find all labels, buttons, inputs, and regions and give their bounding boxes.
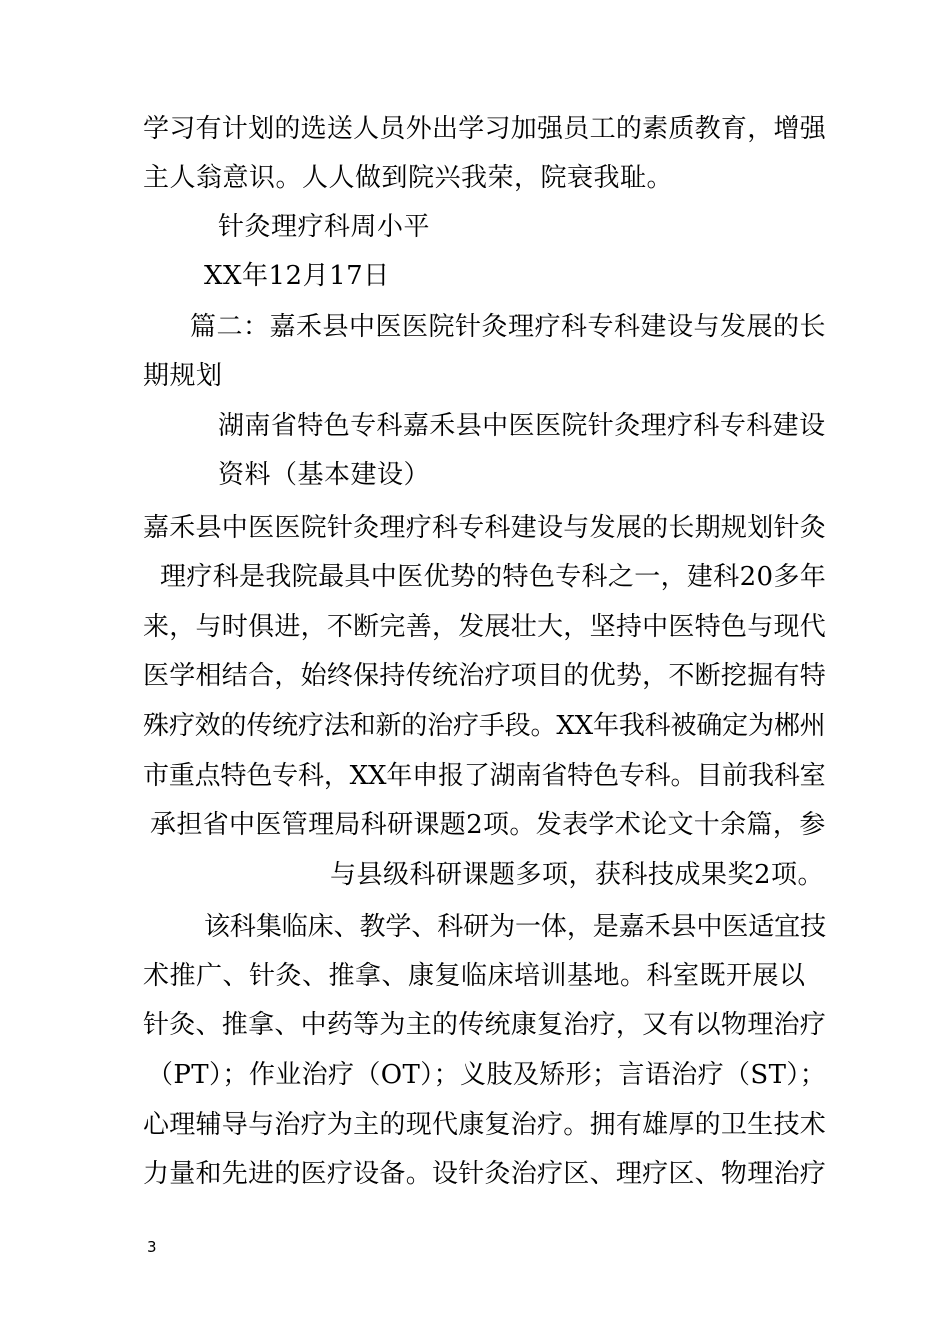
subtitle-line: 资料（基本建设）	[218, 460, 431, 490]
text-line: 来，与时俱进，不断完善，发展壮大，坚持中医特色与现代	[143, 612, 827, 642]
text-line: 针灸、推拿、中药等为主的传统康复治疗，又有以物理治疗	[143, 1010, 827, 1040]
signature-date: XX年12月17日	[204, 261, 390, 291]
text-line: 医学相结合，始终保持传统治疗项目的优势，不断挖掘有特	[143, 661, 827, 691]
text-line: 与县级科研课题多项，获科技成果奖2项。	[330, 860, 825, 890]
text-line: 力量和先进的医疗设备。设针灸治疗区、理疗区、物理治疗	[143, 1159, 827, 1189]
text-line: 理疗科是我院最具中医优势的特色专科之一，建科20多年	[160, 562, 827, 592]
text-line: 市重点特色专科，XX年申报了湖南省特色专科。目前我科室	[143, 761, 826, 791]
signature-name: 针灸理疗科周小平	[218, 212, 431, 242]
text-line: 术推广、针灸、推拿、康复临床培训基地。科室既开展以	[143, 961, 806, 991]
text-line: 学习有计划的选送人员外出学习加强员工的素质教育，增强	[143, 114, 827, 144]
text-line: 该科集临床、教学、科研为一体，是嘉禾县中医适宜技	[204, 912, 827, 942]
text-line: 主人翁意识。人人做到院兴我荣，院衰我耻。	[143, 163, 674, 193]
page-number: 3	[147, 1238, 157, 1256]
text-line: 殊疗效的传统疗法和新的治疗手段。XX年我科被确定为郴州	[143, 711, 826, 741]
section-heading: 篇二：嘉禾县中医医院针灸理疗科专科建设与发展的长	[190, 312, 827, 342]
text-line: 嘉禾县中医医院针灸理疗科专科建设与发展的长期规划针灸	[143, 513, 827, 543]
section-heading-continued: 期规划	[143, 361, 223, 391]
text-line: 承担省中医管理局科研课题2项。发表学术论文十余篇，参	[150, 810, 826, 840]
text-line: （PT）；作业治疗（OT）；义肢及矫形；言语治疗（ST）；	[147, 1060, 827, 1090]
subtitle-line: 湖南省特色专科嘉禾县中医医院针灸理疗科专科建设	[218, 411, 826, 441]
text-line: 心理辅导与治疗为主的现代康复治疗。拥有雄厚的卫生技术	[143, 1110, 827, 1140]
